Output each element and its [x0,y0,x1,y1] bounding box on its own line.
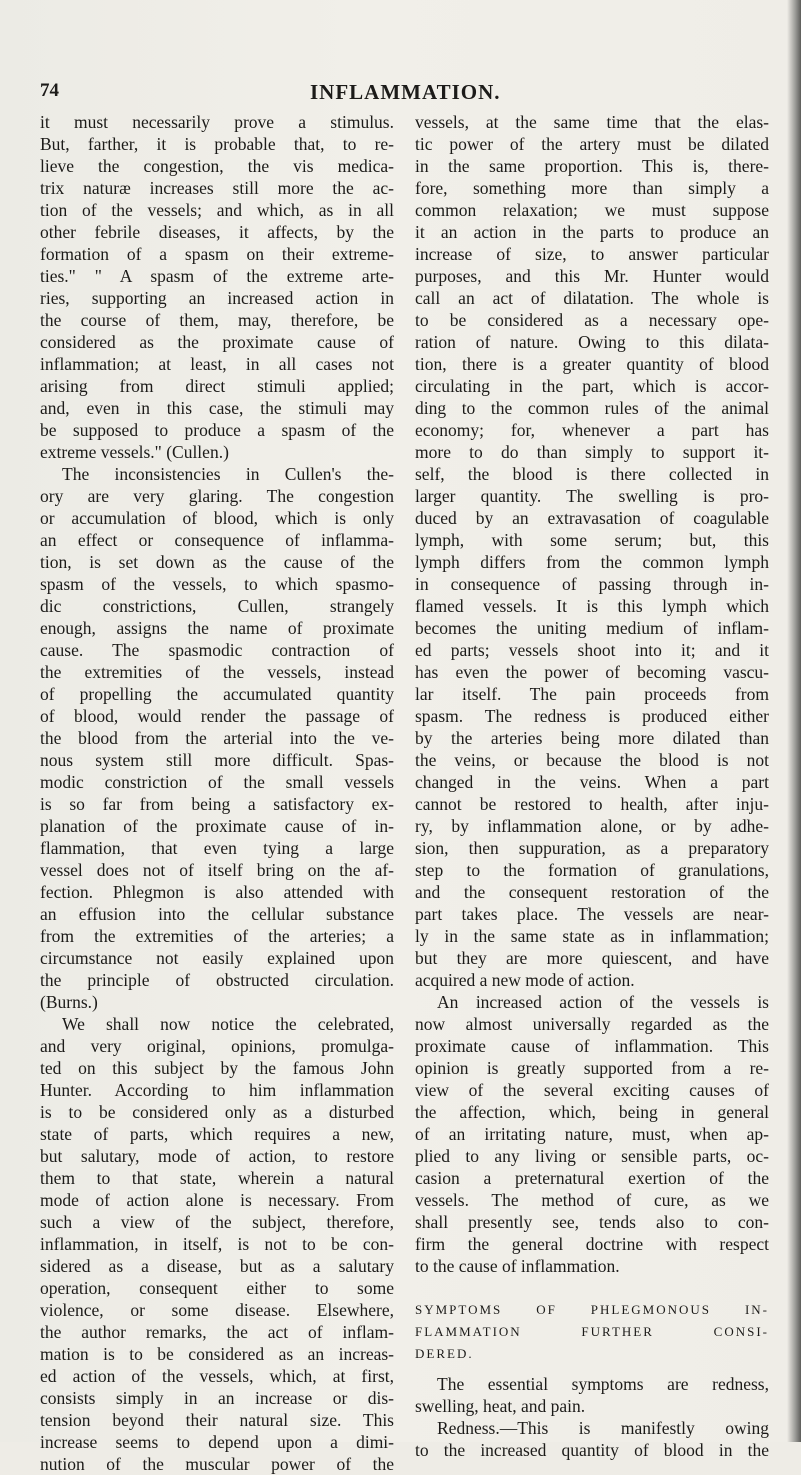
text-line: vessel does not of itself bring on the af- [40,860,394,880]
text-line: or accumulation of blood, which is only [40,508,394,528]
text-line: enough, assigns the name of proximate [40,618,394,638]
text-line: modic constriction of the small vessels [40,772,394,792]
text-line: Hunter. According to him inflammation [40,1080,394,1100]
text-line: inflammation, in itself, is not to be con- [40,1234,394,1254]
text-line: by the arteries being more dilated than [415,728,769,748]
text-line: ry, by inflammation alone, or by adhe- [415,816,769,836]
text-line: from the extremities of the arteries; a [40,926,394,946]
text-line: ted on this subject by the famous John [40,1058,394,1078]
text-line: but they are more quiescent, and have [415,948,769,968]
text-line: We shall now notice the celebrated, [62,1014,394,1034]
text-line: sion, then suppuration, as a preparatory [415,838,769,858]
running-title: INFLAMMATION. [310,80,501,104]
text-line: and the consequent restoration of the [415,882,769,902]
text-line: the affection, which, being in general [415,1102,769,1122]
text-line: ries, supporting an increased action in [40,288,394,308]
text-line: ory are very glaring. The congestion [40,486,394,506]
right-column [415,111,769,1461]
text-line: economy; for, whenever a part has [415,420,769,440]
text-line: plied to any living or sensible parts, oc- [415,1146,769,1166]
text-line: larger quantity. The swelling is pro- [415,486,769,506]
text-line: and, even in this case, the stimuli may [40,398,394,418]
text-line: and very original, opinions, promulga- [40,1036,394,1056]
text-line: in the same proportion. This is, there- [415,156,769,176]
text-line: The inconsistencies in Cullen's the- [62,464,394,484]
subheading-line: SYMPTOMS OF PHLEGMONOUS IN- [415,1302,769,1317]
text-line: planation of the proximate cause of in- [40,816,394,836]
subheading-line: FLAMMATION FURTHER CONSI- [415,1324,769,1339]
text-line: common relaxation; we must suppose [415,200,769,220]
text-line: ly in the same state as in inflammation; [415,926,769,946]
text-line: operation, consequent either to some [40,1278,394,1298]
text-line: be supposed to produce a spasm of the [40,420,394,440]
text-line: violence, or some disease. Elsewhere, [40,1300,394,1320]
text-line: other febrile diseases, it affects, by the [40,222,394,242]
text-line: nution of the muscular power of the [40,1454,394,1474]
text-line: ration of nature. Owing to this dilata- [415,332,769,352]
text-line: acquired a new mode of action. [415,970,635,990]
text-line: flamed vessels. It is this lymph which [415,596,769,616]
text-line: in consequence of passing through in- [415,574,769,594]
text-line: such a view of the subject, therefore, [40,1212,394,1232]
text-line: the course of them, may, therefore, be [40,310,394,330]
text-line: inflammation; at least, in all cases not [40,354,394,374]
text-line: tension beyond their natural size. This [40,1410,394,1430]
subheading-line: DERED. [415,1346,474,1361]
page-edge-shadow [787,0,801,1442]
text-line: to the increased quantity of blood in the [415,1440,769,1460]
right-column-text [415,111,769,1277]
text-line: the veins, or because the blood is not [415,750,769,770]
text-line: cannot be restored to health, after inju- [415,794,769,814]
text-line: firm the general doctrine with respect [415,1234,769,1254]
text-line: of blood, would render the passage of [40,706,394,726]
text-line: them to that state, wherein a natural [40,1168,394,1188]
text-line: lar itself. The pain proceeds from [415,684,769,704]
text-line: mation is to be considered as an increas- [40,1344,394,1364]
text-line: part takes place. The vessels are near- [415,904,769,924]
text-line: more to do than simply to support it- [415,442,769,462]
text-line: dic constrictions, Cullen, strangely [40,596,394,616]
text-line: considered as the proximate cause of [40,332,394,352]
text-line: ding to the common rules of the animal [415,398,769,418]
text-line: flammation, that even tying a large [40,838,394,858]
left-column [40,111,394,1475]
text-line: an effect or consequence of inflamma- [40,530,394,550]
text-line: of propelling the accumulated quantity [40,684,394,704]
text-line: tion, is set down as the cause of the [40,552,394,572]
text-line: step to the formation of granulations, [415,860,769,880]
section-subheading [415,1299,769,1365]
text-line: fection. Phlegmon is also attended with [40,882,394,902]
text-line: formation of a spasm on their extreme- [40,244,394,264]
text-line: vessels. The method of cure, as we [415,1190,769,1210]
text-line: opinion is greatly supported from a re- [415,1058,769,1078]
text-line: nous system still more difficult. Spas- [40,750,394,770]
text-line: arising from direct stimuli applied; [40,376,394,396]
text-line: lieve the congestion, the vis medica- [40,156,394,176]
text-line: state of parts, which requires a new, [40,1124,394,1144]
text-line: sidered as a disease, but as a salutary [40,1256,394,1276]
text-line: of an irritating nature, must, when ap- [415,1124,769,1144]
page-header [40,80,770,110]
text-line: An increased action of the vessels is [437,992,769,1012]
text-line: increase of size, to answer particular [415,244,769,264]
text-line: ed action of the vessels, which, at first, [40,1366,394,1386]
text-line: swelling, heat, and pain. [415,1396,586,1416]
text-line: it must necessarily prove a stimulus. [40,112,394,132]
text-line: vessels, at the same time that the elas- [415,112,769,132]
text-line: shall presently see, tends also to con- [415,1212,769,1232]
text-line: increase seems to depend upon a dimi- [40,1432,394,1452]
text-line: has even the power of becoming vascu- [415,662,769,682]
text-line: proximate cause of inflammation. This [415,1036,769,1056]
text-line: the extremities of the vessels, instead [40,662,394,682]
text-line: Redness.—This is manifestly owing [437,1418,769,1438]
text-line: trix naturæ increases still more the ac- [40,178,394,198]
text-line: duced by an extravasation of coagulable [415,508,769,528]
text-line: the blood from the arterial into the ve- [40,728,394,748]
text-line: to be considered as a necessary ope- [415,310,769,330]
text-line: consists simply in an increase or dis- [40,1388,394,1408]
text-line: to the cause of inflammation. [415,1256,620,1276]
text-line: ties." " A spasm of the extreme arte- [40,266,394,286]
text-line: changed in the veins. When a part [415,772,769,792]
text-line: self, the blood is there collected in [415,464,769,484]
text-line: becomes the uniting medium of inflam- [415,618,769,638]
text-line: extreme vessels." (Cullen.) [40,442,229,462]
text-line: lymph, with some serum; but, this [415,530,769,550]
text-line: cause. The spasmodic contraction of [40,640,394,660]
text-line: fore, something more than simply a [415,178,769,198]
text-line: but salutary, mode of action, to restore [40,1146,394,1166]
text-line: The essential symptoms are redness, [437,1374,769,1394]
text-line: tion of the vessels; and which, as in all [40,200,394,220]
text-line: mode of action alone is necessary. From [40,1190,394,1210]
text-line: circulating in the part, which is accor- [415,376,769,396]
text-line: casion a preternatural exertion of the [415,1168,769,1188]
text-line: the principle of obstructed circulation. [40,970,394,990]
text-line: spasm. The redness is produced either [415,706,769,726]
text-line: is so far from being a satisfactory ex- [40,794,394,814]
text-line: spasm of the vessels, to which spasmo- [40,574,394,594]
text-line: ed parts; vessels shoot into it; and it [415,640,769,660]
text-line: the author remarks, the act of inflam- [40,1322,394,1342]
text-line: view of the several exciting causes of [415,1080,769,1100]
text-line: But, farther, it is probable that, to re- [40,134,394,154]
text-line: call an act of dilatation. The whole is [415,288,769,308]
text-line: is to be considered only as a disturbed [40,1102,394,1122]
text-line: tion, there is a greater quantity of blood [415,354,769,374]
text-line: lymph differs from the common lymph [415,552,769,572]
text-line: circumstance not easily explained upon [40,948,394,968]
text-line: now almost universally regarded as the [415,1014,769,1034]
text-line: purposes, and this Mr. Hunter would [415,266,769,286]
page-number: 74 [40,80,59,101]
text-line: an effusion into the cellular substance [40,904,394,924]
text-line: tic power of the artery must be dilated [415,134,769,154]
text-line: it an action in the parts to produce an [415,222,769,242]
right-column-text-continued [415,1373,769,1461]
text-line: (Burns.) [40,992,98,1012]
